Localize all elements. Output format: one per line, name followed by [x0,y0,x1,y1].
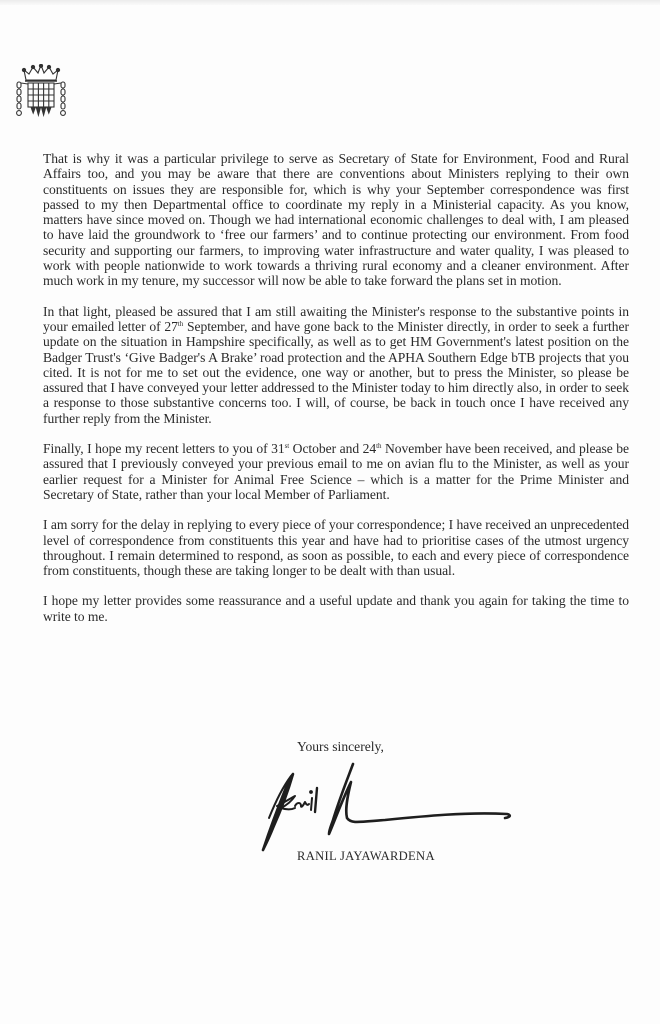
handwritten-signature [255,762,525,854]
page-top-edge [0,0,660,5]
paragraph-text: November have been received, and please be assured that I previously conveyed your previous email to me on avian flu to the Minister, as well as your earlier request for a Minister for Animal Free Science – which is a matter for the Prime Minister and Secretary of State, rather than your local Member of Parliament. [43,441,629,502]
paragraph-text: That is why it was a particular privilege to serve as Secretary of State for Environment, Food and Rural Affairs too, and you may be aware that there are conventions about Ministers replying to their own constituents on issues they are responsible for, which is why your September correspondence was first passed to my then Departmental office to coordinate my reply in a Ministerial capacity. As you know, matters have since moved on. Though we had international economic challenges to deal with, I am pleased to have laid the groundwork to ‘free our farmers’ and to continue protecting our environment. From food security and supporting our farmers, to improving water infrastructure and water quality, I was pleased to work with people nationwide to work towards a thriving rural economy and a cleaner environment. After much work in my tenure, my successor will now be able to take forward the plans set in motion. [43,151,629,289]
paragraph-text: In that light, pleased be assured that I am still awaiting the Minister's response to the substantive points in your emailed letter of [43,303,629,334]
date-day: 24 [362,441,377,457]
date-day: 27 [164,318,178,334]
paragraph-secretary-of-state [43,151,629,289]
paragraph-text: I am sorry for the delay in replying to every piece of your correspondence; I have received an unprecedented level of correspondence from constituents this year and have had to prioritise cases of the utmost urgency throughout. I remain determined to respond, as soon as possible, to each and every piece of correspondence from constituents, though these are taking longer to be dealt with than usual. [43,517,629,579]
date-suffix: th [177,319,184,328]
paragraph-text: September, and have gone back to the Minister directly, in order to seek a further update on the situation in Hampshire specifically, as well as to get HM Government's latest position on the Badger Trust's ‘Give Badger's A Brake’ road protection and the APHA Southern Edge bTB projects that you cited. It is not for me to set out the evidence, one way or another, but to press the Minister, so please be assured that I have conveyed your letter addressed to the Minister today to him directly also, in order to seek a response to those substantive concerns too. I will, of course, be back in touch once I have received any further reply from the Minister. [43,318,629,426]
letter-body [43,151,629,639]
signatory-name: RANIL JAYAWARDENA [297,849,435,863]
paragraph-thanks [43,593,629,624]
paragraph-text: Finally, I hope my recent letters to you of [43,441,272,457]
paragraph-text: October and [289,441,363,457]
paragraph-text: I hope my letter provides some reassurance and a useful update and thank you again for taking the time to write to me. [43,593,629,624]
date-suffix: st [284,442,290,451]
paragraph-recent-letters [43,441,629,502]
portcullis-crest-icon [12,64,70,120]
paragraph-awaiting-minister [43,304,629,426]
date-suffix: th [376,442,382,451]
paragraph-apology [43,517,629,578]
date-day: 31 [271,441,285,457]
closing-salutation: Yours sincerely, [297,739,384,754]
